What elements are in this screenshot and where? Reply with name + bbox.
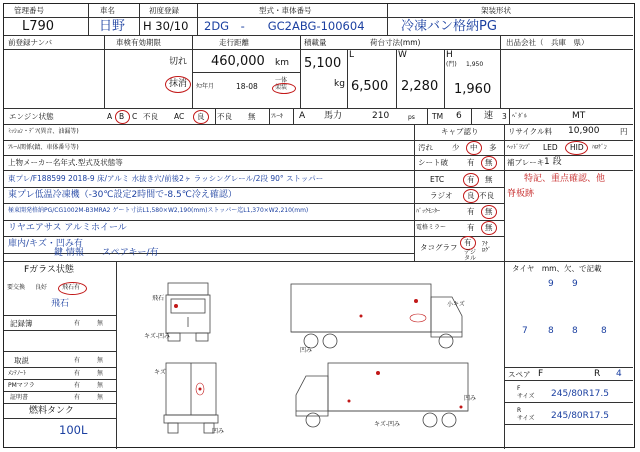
tacho-ari: 有 (464, 238, 472, 247)
back-ari: 有 (467, 207, 475, 216)
km-unit: km (275, 58, 289, 68)
nen-label: ﾀｺ年月 (196, 83, 215, 90)
remark-line-1: 東プレ/F188599 2018-9 床/アルミ 水抜き穴/前後2ヶ ラッシングレール/2段 90° ストッパー (8, 174, 324, 183)
radio-ryo: 良 (467, 191, 475, 200)
radio-fuka: 不良 (479, 191, 494, 200)
kanso-circle (272, 83, 296, 94)
rule (197, 4, 198, 35)
rule (4, 35, 633, 36)
tokki-note: 脊板跡 (507, 189, 535, 199)
rule (414, 236, 504, 237)
torisetsu-ari: 有 (74, 357, 81, 364)
radio-ryo-circle (463, 189, 479, 203)
rule (4, 203, 414, 204)
recycle-unit: 円 (620, 127, 628, 136)
shodo-value: H 30/10 (143, 19, 189, 33)
denki-nashi: 無 (485, 223, 493, 232)
rule (471, 108, 472, 124)
pm-nashi: 無 (97, 382, 104, 389)
label-tank: 燃料タンク (29, 406, 74, 416)
engine-fuka: 不良 (143, 112, 158, 121)
label-kaso: 架装形状 (481, 6, 511, 15)
itto: 一体 (275, 77, 288, 84)
nen-value: 18-08 (236, 82, 258, 91)
diag-kizuhekomi-2: キズ-凹み (374, 421, 401, 428)
headlamp-led: LED (543, 143, 558, 152)
label-bariki: 馬力 (324, 111, 343, 121)
spare-R: R (594, 369, 601, 379)
label-kiroku: 記録簿 (10, 319, 33, 328)
label-engine: エンジン状態 (9, 112, 54, 121)
W-value: 2,280 (401, 79, 439, 94)
label-hojo: 補ブレーキ (507, 158, 545, 167)
diag-kosumi: 小キズ (447, 301, 465, 308)
pedal-no: 3 (502, 112, 507, 121)
ac-ryo: 良 (197, 112, 205, 121)
rule (414, 124, 415, 261)
label-uwamono: 上物メーカー名年式.型式及状態等 (8, 158, 123, 167)
rule (300, 35, 301, 108)
label-mae: 前登録ナンバ (8, 38, 53, 47)
remark-line-2: 東プレ低温冷凍機（-30℃設定2時間で-8.5℃冷え確認） (8, 190, 237, 200)
rule (4, 220, 414, 221)
label-spare: スペア (508, 370, 531, 379)
rule (387, 4, 388, 35)
sekisai-value: 5,100 (304, 56, 342, 71)
denki-ari: 有 (467, 223, 475, 232)
rule (347, 49, 348, 108)
engine-B: B (119, 112, 125, 121)
torisetsu-nashi: 無 (97, 357, 104, 364)
H-value: 1,960 (454, 82, 492, 97)
label-shuppin: 出品会社（ 兵庫 県） (506, 38, 589, 47)
rule (4, 140, 504, 141)
label-shaken: 車検有効期限 (116, 38, 161, 47)
spare-F: F (538, 369, 544, 379)
rule (414, 170, 504, 171)
soku-value: 6 (456, 111, 462, 121)
diag-hekomi-2: 凹み (300, 347, 313, 354)
rule (4, 367, 116, 368)
kiroku-ari: 有 (74, 320, 81, 327)
tacho-ari-circle (460, 236, 476, 250)
kg-unit: kg (334, 79, 345, 89)
label-sekisai: 積載量 (304, 38, 327, 47)
ps-unit: ps (408, 114, 415, 121)
rule (4, 17, 633, 18)
rule (504, 170, 633, 171)
rule (504, 402, 633, 403)
fglass-yokoukan: 要交換 (7, 284, 26, 291)
headlamp-halogen: ﾊﾛｹﾞﾝ (592, 144, 608, 151)
H-label: H (446, 50, 453, 60)
shamei: 日野 (99, 19, 126, 34)
label-shodo: 初度登録 (149, 6, 179, 15)
label-tacho: タコグラフ (420, 243, 458, 252)
remark-line-5: 庫内/キズ・凹み有 (8, 239, 83, 249)
kire: 切れ (169, 57, 188, 67)
etc-ari: 有 (467, 175, 475, 184)
massho: 抹消 (169, 79, 188, 89)
rule (139, 4, 140, 35)
rule (504, 140, 633, 141)
F-size-value: 245/80R17.5 (551, 389, 609, 399)
shomeisho-nashi: 無 (97, 394, 104, 401)
label-shamei: 車名 (100, 6, 115, 15)
rule (293, 108, 294, 124)
rule (104, 35, 105, 108)
tire-f2: 9 (572, 279, 578, 289)
tire-title: タイヤ mm、欠、で記載 (512, 264, 602, 273)
rule (269, 108, 270, 124)
yogore-chu: 中 (470, 143, 478, 152)
label-etc: ETC (430, 175, 445, 184)
label-recycle: リサイクル料 (508, 127, 552, 136)
rule (4, 418, 116, 419)
rule (4, 108, 633, 109)
kiroku-nashi: 無 (97, 320, 104, 327)
rule (504, 155, 633, 156)
rule (4, 379, 116, 380)
rule (4, 155, 504, 156)
rule (4, 403, 116, 404)
rule (444, 49, 445, 108)
mente-nashi: 無 (97, 370, 104, 377)
diag-kizu: キズ (154, 369, 166, 376)
engine-C: C (132, 112, 138, 121)
etc-ari-circle (463, 173, 479, 187)
ac-mu: 無 (248, 112, 256, 121)
label-denki: 電格ミラー (416, 224, 447, 231)
remark-line-6: 鍵 情報 スペアキー/有 (54, 248, 159, 258)
fglass-hiseki-circle (58, 282, 87, 295)
fglass-hiseki-label: 飛石有 (62, 284, 81, 291)
tacho-digital: デジ タル (464, 249, 477, 262)
headlamp-hid-circle (565, 141, 588, 155)
rule (504, 124, 505, 261)
rule (4, 330, 116, 331)
brake-A: A (299, 111, 306, 121)
rule (4, 49, 633, 50)
rule (4, 391, 116, 392)
rule (4, 170, 414, 171)
remark-line-3: 極東開発格納PG/CG1002M-B3MRA2 ゲート寸法L1,580×W2,190(mm)ストッパー迄L1,370×W2,210(mm) (8, 207, 309, 214)
shomeisho-ari: 有 (74, 394, 81, 401)
kaso-value: 冷凍バン格納PG (401, 19, 497, 34)
bariki-value: 210 (372, 111, 390, 121)
recycle-value: 10,900 (568, 126, 600, 136)
kyori-value: 460,000 (211, 54, 265, 69)
diag-hekomi-3: 凹み (464, 395, 477, 402)
rule (414, 203, 504, 204)
tank-value: 100L (59, 423, 88, 437)
H-mon: 1,950 (466, 61, 484, 68)
label-katashiki: 型式・車体番号 (259, 6, 312, 15)
rule (4, 315, 116, 316)
mente-ari: 有 (74, 370, 81, 377)
label-radio: ラジオ (430, 191, 453, 200)
tire-f1: 9 (548, 279, 554, 289)
L-value: 6,500 (351, 79, 389, 94)
headlamp-hid: HID (570, 143, 584, 152)
label-fglass: Fガラス状態 (24, 265, 74, 275)
rule (192, 72, 300, 73)
katashiki-value: 2DG - GC2ABG-100604 (204, 19, 365, 33)
kanri-no: L790 (22, 19, 55, 34)
hojo-value: 1 段 (544, 157, 562, 167)
label-F-size: F サイズ (517, 385, 535, 401)
diag-hiseki: 飛石 (152, 295, 165, 302)
vehicle-diagram (116, 261, 504, 449)
tire-r1: 7 (522, 326, 528, 336)
pm-ari: 有 (74, 382, 81, 389)
diag-kizuhekomi: キズ-凹み (144, 333, 171, 340)
engine-B-circle (115, 110, 130, 124)
rule (215, 108, 216, 124)
label-kyabu: キャブ認り (441, 127, 479, 136)
denki-nashi-circle (481, 221, 497, 235)
rule (427, 108, 428, 124)
auction-sheet (3, 3, 635, 448)
fglass-ryoko: 良好 (35, 284, 48, 291)
back-nashi-circle (481, 205, 497, 219)
yogore-ta: 多 (489, 143, 497, 152)
label-ac: AC (174, 112, 185, 121)
remark-line-4: リヤエアサス アルミホイール (8, 223, 127, 233)
rule (509, 108, 510, 124)
diag-hekomi: 凹み (212, 428, 225, 435)
mt-value: MT (572, 111, 586, 121)
label-R-size: R サイズ (517, 407, 535, 423)
W-label: W (398, 50, 407, 60)
rule (500, 35, 501, 108)
soku-unit: 速 (484, 111, 494, 121)
R-size-value: 245/80R17.5 (551, 411, 609, 421)
back-nashi: 無 (485, 207, 493, 216)
rule (504, 380, 633, 381)
yogore-sho: 少 (452, 143, 460, 152)
rule (4, 236, 414, 237)
yogore-chu-circle (466, 141, 482, 155)
label-yogore: 汚れ (418, 143, 433, 152)
label-tm: TM (432, 112, 444, 121)
tire-r2: 8 (548, 326, 554, 336)
L-label: L (349, 50, 355, 60)
tire-r3: 8 (572, 326, 578, 336)
seat-nashi-circle (481, 156, 497, 170)
ac-fuka: 不良 (217, 112, 232, 121)
etc-nashi: 無 (485, 175, 493, 184)
tokki-title: 特記、重点確認、他 (524, 174, 606, 184)
spare-r-value: 4 (616, 369, 622, 379)
label-brake: ﾌﾚｰｷ (271, 113, 284, 120)
ac-ryo-circle (193, 110, 209, 124)
label-kanri: 管理番号 (14, 6, 44, 15)
seat-ari: 有 (467, 158, 475, 167)
rule (504, 367, 633, 368)
label-niku: 荷台寸法(mm) (370, 38, 421, 47)
tire-r4: 8 (601, 326, 607, 336)
label-torisetsu: 取説 (14, 356, 29, 365)
seat-nashi: 無 (485, 158, 493, 167)
rule (4, 187, 414, 188)
label-frame: ﾌﾚｰﾑ関係(錆、車体番号等) (8, 144, 79, 151)
label-pm: PMマフラ (8, 382, 35, 389)
tacho-analog: ｱﾅ ﾛｸﾞ (482, 241, 492, 254)
pedal-label: ﾍﾟﾀﾞﾙ (512, 113, 528, 120)
engine-A: A (107, 112, 113, 121)
rule (4, 124, 633, 125)
label-seat: シート破 (418, 158, 448, 167)
rule (504, 424, 633, 425)
massho-circle (165, 76, 191, 93)
rule (88, 4, 89, 35)
rule (4, 351, 116, 352)
rule (414, 187, 504, 188)
label-shomeisho: 証明書 (10, 394, 29, 401)
label-kyori: 走行距離 (219, 38, 249, 47)
fglass-hiseki: 飛石 (51, 299, 70, 309)
rule (396, 49, 397, 108)
label-back: ﾊﾞｯｸﾓﾆﾀｰ (416, 208, 441, 215)
H-note: (門) (446, 61, 457, 68)
label-mente: ﾒﾝﾃﾉｰﾄ (8, 370, 27, 377)
label-headlamp: ﾍｯﾄﾞﾗﾝﾌﾟ (507, 144, 532, 151)
label-mission: ﾐｯｼｮﾝ・ﾃﾞﾌ(異音、油漏等) (8, 128, 79, 135)
rule (504, 261, 505, 449)
kanso: 架装 (275, 84, 288, 91)
